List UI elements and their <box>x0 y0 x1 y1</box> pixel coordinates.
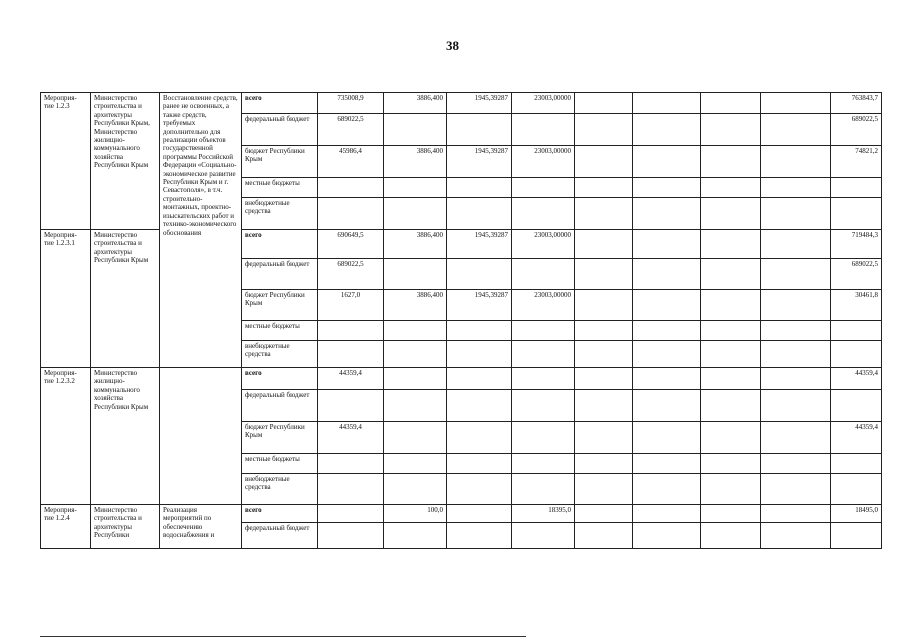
empty-cell <box>701 523 761 549</box>
value-cell <box>384 390 447 422</box>
funding-source-cell: местные бюджеты <box>242 178 318 198</box>
empty-cell <box>575 230 633 259</box>
value-cell: 689022,5 <box>318 259 384 290</box>
empty-cell <box>633 146 701 178</box>
empty-cell <box>701 390 761 422</box>
empty-cell <box>633 341 701 368</box>
empty-cell <box>575 390 633 422</box>
funding-source-cell: всего <box>242 93 318 114</box>
value-cell <box>512 321 575 341</box>
value-cell <box>512 474 575 505</box>
empty-cell <box>633 454 701 474</box>
funding-source-cell: бюджет Республики Крым <box>242 290 318 321</box>
empty-cell <box>575 454 633 474</box>
value-cell <box>384 114 447 146</box>
value-cell: 690649,5 <box>318 230 384 259</box>
empty-cell <box>761 422 831 454</box>
value-cell <box>447 114 512 146</box>
empty-cell <box>633 368 701 390</box>
empty-cell <box>633 422 701 454</box>
value-cell <box>512 198 575 230</box>
total-cell: 30461,8 <box>831 290 882 321</box>
value-cell <box>447 422 512 454</box>
value-cell: 23003,00000 <box>512 230 575 259</box>
funding-source-cell: федеральный бюджет <box>242 523 318 549</box>
empty-cell <box>761 523 831 549</box>
empty-cell <box>575 290 633 321</box>
empty-cell <box>633 230 701 259</box>
total-cell <box>831 454 882 474</box>
total-cell <box>831 474 882 505</box>
empty-cell <box>575 368 633 390</box>
budget-table <box>40 92 882 549</box>
value-cell: 1945,39287 <box>447 146 512 178</box>
empty-cell <box>575 198 633 230</box>
empty-cell <box>575 93 633 114</box>
responsible-executor-cell: Министерство строительства и архитектуры Республики Крым <box>91 230 160 368</box>
total-cell <box>831 341 882 368</box>
value-cell: 3886,400 <box>384 93 447 114</box>
responsible-executor-cell: Министерство строительства и архитектуры Республики Крым, Министерство жилищно-коммунального хозяйства Республики Крым <box>91 93 160 230</box>
empty-cell <box>701 321 761 341</box>
total-cell: 719484,3 <box>831 230 882 259</box>
value-cell <box>318 505 384 523</box>
value-cell <box>512 178 575 198</box>
value-cell <box>384 178 447 198</box>
empty-cell <box>633 259 701 290</box>
value-cell <box>318 178 384 198</box>
value-cell <box>384 454 447 474</box>
empty-cell <box>633 321 701 341</box>
value-cell <box>318 321 384 341</box>
value-cell <box>447 259 512 290</box>
empty-cell <box>701 93 761 114</box>
total-cell: 18495,0 <box>831 505 882 523</box>
empty-cell <box>761 290 831 321</box>
value-cell: 689022,5 <box>318 114 384 146</box>
empty-cell <box>575 114 633 146</box>
table-row <box>41 368 882 390</box>
footnote-rule <box>40 636 526 637</box>
value-cell <box>384 368 447 390</box>
value-cell: 23003,00000 <box>512 290 575 321</box>
value-cell <box>384 259 447 290</box>
empty-cell <box>701 259 761 290</box>
empty-cell <box>761 474 831 505</box>
total-cell: 44359,4 <box>831 422 882 454</box>
empty-cell <box>701 368 761 390</box>
page-number: 38 <box>446 38 459 53</box>
funding-source-cell: бюджет Республики Крым <box>242 422 318 454</box>
empty-cell <box>575 146 633 178</box>
measure-description-cell <box>160 368 242 505</box>
value-cell <box>384 474 447 505</box>
empty-cell <box>701 198 761 230</box>
value-cell <box>447 341 512 368</box>
empty-cell <box>633 390 701 422</box>
value-cell <box>318 341 384 368</box>
table-row <box>41 93 882 114</box>
funding-source-cell: внебюджетные средства <box>242 341 318 368</box>
empty-cell <box>761 114 831 146</box>
value-cell <box>447 321 512 341</box>
responsible-executor-cell: Министерство строительства и архитектуры Республики <box>91 505 160 549</box>
empty-cell <box>761 390 831 422</box>
total-cell: 74821,2 <box>831 146 882 178</box>
value-cell <box>447 198 512 230</box>
funding-source-cell: внебюджетные средства <box>242 198 318 230</box>
measure-name-cell: Мероприя- тие 1.2.3.1 <box>41 230 91 368</box>
budget-table-body <box>41 93 882 549</box>
measure-name-cell: Мероприя- тие 1.2.4 <box>41 505 91 549</box>
total-cell <box>831 390 882 422</box>
value-cell <box>512 341 575 368</box>
value-cell: 44359,4 <box>318 422 384 454</box>
measure-name-cell: Мероприя- тие 1.2.3.2 <box>41 368 91 505</box>
empty-cell <box>701 146 761 178</box>
total-cell <box>831 523 882 549</box>
empty-cell <box>633 523 701 549</box>
empty-cell <box>633 178 701 198</box>
measure-name-cell: Мероприя- тие 1.2.3 <box>41 93 91 230</box>
value-cell <box>447 505 512 523</box>
empty-cell <box>761 321 831 341</box>
value-cell: 735008,9 <box>318 93 384 114</box>
funding-source-cell: федеральный бюджет <box>242 114 318 146</box>
value-cell <box>447 178 512 198</box>
value-cell: 45986,4 <box>318 146 384 178</box>
empty-cell <box>575 259 633 290</box>
empty-cell <box>761 259 831 290</box>
empty-cell <box>701 422 761 454</box>
empty-cell <box>701 474 761 505</box>
empty-cell <box>575 474 633 505</box>
value-cell: 23003,00000 <box>512 146 575 178</box>
funding-source-cell: всего <box>242 505 318 523</box>
total-cell <box>831 178 882 198</box>
measure-description-cell: Восстановление средств, ранее не освоенных, а также средств, требуемых дополнительно для реализации объектов государственной программы Российской Федерации «Социально-экономическое развитие Республики Крым и г. Севастополя», в т.ч. строительно-монтажных, проектно-изыскательских работ и технико-экономического обоснования <box>160 93 242 368</box>
funding-source-cell: местные бюджеты <box>242 454 318 474</box>
empty-cell <box>701 341 761 368</box>
value-cell <box>447 523 512 549</box>
measure-description-cell: Реализация мероприятий по обеспечению водоснабжения и <box>160 505 242 549</box>
empty-cell <box>761 93 831 114</box>
empty-cell <box>701 114 761 146</box>
value-cell <box>384 341 447 368</box>
empty-cell <box>633 114 701 146</box>
empty-cell <box>761 341 831 368</box>
value-cell: 1627,0 <box>318 290 384 321</box>
empty-cell <box>633 505 701 523</box>
value-cell <box>447 474 512 505</box>
value-cell <box>512 523 575 549</box>
table-row <box>41 505 882 523</box>
empty-cell <box>575 523 633 549</box>
value-cell <box>318 454 384 474</box>
value-cell <box>318 474 384 505</box>
value-cell <box>447 368 512 390</box>
empty-cell <box>633 474 701 505</box>
empty-cell <box>701 230 761 259</box>
value-cell <box>318 198 384 230</box>
funding-source-cell: бюджет Республики Крым <box>242 146 318 178</box>
value-cell <box>447 390 512 422</box>
value-cell: 3886,400 <box>384 146 447 178</box>
total-cell: 689022,5 <box>831 259 882 290</box>
value-cell: 23003,00000 <box>512 93 575 114</box>
value-cell: 100,0 <box>384 505 447 523</box>
value-cell: 44359,4 <box>318 368 384 390</box>
funding-source-cell: федеральный бюджет <box>242 259 318 290</box>
total-cell: 44359,4 <box>831 368 882 390</box>
empty-cell <box>575 321 633 341</box>
value-cell <box>318 390 384 422</box>
value-cell <box>384 321 447 341</box>
empty-cell <box>701 178 761 198</box>
value-cell <box>512 390 575 422</box>
funding-source-cell: всего <box>242 230 318 259</box>
total-cell <box>831 321 882 341</box>
empty-cell <box>761 198 831 230</box>
budget-table-container <box>40 92 878 549</box>
value-cell <box>512 454 575 474</box>
value-cell: 18395,0 <box>512 505 575 523</box>
funding-source-cell: местные бюджеты <box>242 321 318 341</box>
empty-cell <box>761 178 831 198</box>
value-cell <box>384 422 447 454</box>
total-cell <box>831 198 882 230</box>
empty-cell <box>633 93 701 114</box>
empty-cell <box>701 454 761 474</box>
value-cell <box>384 198 447 230</box>
value-cell <box>512 259 575 290</box>
responsible-executor-cell: Министерство жилищно-коммунального хозяйства Республики Крым <box>91 368 160 505</box>
empty-cell <box>575 505 633 523</box>
empty-cell <box>575 422 633 454</box>
empty-cell <box>575 178 633 198</box>
empty-cell <box>701 505 761 523</box>
empty-cell <box>761 454 831 474</box>
total-cell: 763843,7 <box>831 93 882 114</box>
value-cell: 1945,39287 <box>447 93 512 114</box>
value-cell: 3886,400 <box>384 230 447 259</box>
value-cell <box>512 368 575 390</box>
empty-cell <box>575 341 633 368</box>
empty-cell <box>761 230 831 259</box>
value-cell: 3886,400 <box>384 290 447 321</box>
empty-cell <box>761 146 831 178</box>
funding-source-cell: всего <box>242 368 318 390</box>
value-cell: 1945,39287 <box>447 290 512 321</box>
value-cell <box>447 454 512 474</box>
value-cell <box>512 114 575 146</box>
empty-cell <box>633 198 701 230</box>
total-cell: 689022,5 <box>831 114 882 146</box>
value-cell <box>384 523 447 549</box>
value-cell <box>512 422 575 454</box>
value-cell: 1945,39287 <box>447 230 512 259</box>
value-cell <box>318 523 384 549</box>
funding-source-cell: федеральный бюджет <box>242 390 318 422</box>
empty-cell <box>761 368 831 390</box>
funding-source-cell: внебюджетные средства <box>242 474 318 505</box>
empty-cell <box>633 290 701 321</box>
empty-cell <box>701 290 761 321</box>
empty-cell <box>761 505 831 523</box>
